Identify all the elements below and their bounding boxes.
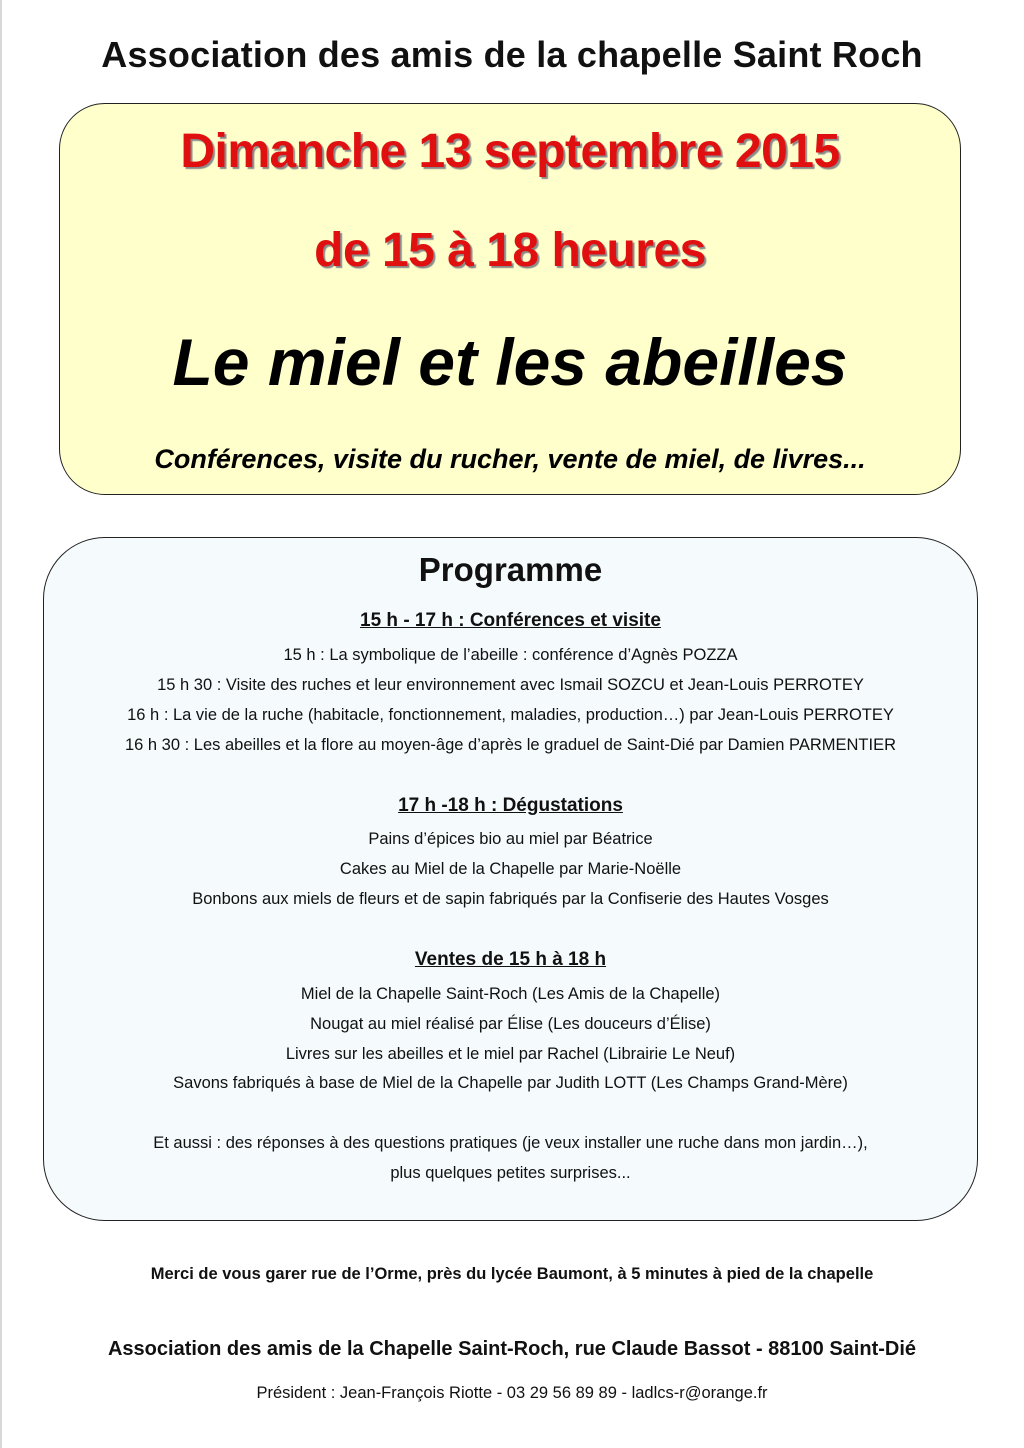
section-heading-ventes: Ventes de 15 h à 18 h [414,949,607,970]
program-item: Miel de la Chapelle Saint-Roch (Les Amis de la Chapelle) [300,985,721,1003]
page-edge [0,0,2,1448]
program-box [43,537,978,1221]
program-item: Savons fabriqués à base de Miel de la Chapelle par Judith LOTT (Les Champs Grand-Mère) [173,1074,848,1092]
organization-title: Association des amis de la chapelle Saint Roch [101,34,923,75]
president-contact: Président : Jean-François Riotte - 03 29 56 89 89 - ladlcs-r@orange.fr [256,1384,768,1402]
parking-note: Merci de vous garer rue de l’Orme, près du lycée Baumont, à 5 minutes à pied de la chapelle [150,1265,874,1283]
program-item: Livres sur les abeilles et le miel par Rachel (Librairie Le Neuf) [285,1045,736,1063]
program-item: 15 h : La symbolique de l’abeille : conférence d’Agnès POZZA [283,646,738,664]
event-activities: Conférences, visite du rucher, vente de miel, de livres... [154,444,866,474]
program-title: Programme [418,551,603,588]
program-item: Pains d’épices bio au miel par Béatrice [368,830,653,848]
event-theme: Le miel et les abeilles [172,325,848,399]
section-heading-degustations: 17 h -18 h : Dégustations [398,795,623,816]
program-item: Nougat au miel réalisé par Élise (Les douceurs d’Élise) [310,1015,711,1033]
program-item: Bonbons aux miels de fleurs et de sapin fabriqués par la Confiserie des Hautes Vosges [192,890,829,908]
event-info-box [59,103,961,495]
section-heading-conferences: 15 h - 17 h : Conférences et visite [360,610,661,631]
program-item: Cakes au Miel de la Chapelle par Marie-Noëlle [339,860,682,878]
association-address: Association des amis de la Chapelle Saint-Roch, rue Claude Bassot - 88100 Saint-Dié [107,1338,917,1360]
program-extra: Et aussi : des réponses à des questions pratiques (je veux installer une ruche dans mon jardin…), [153,1134,868,1152]
program-item: 16 h : La vie de la ruche (habitacle, fonctionnement, maladies, production…) par Jean-Louis PERROTEY [127,706,894,724]
event-hours: de 15 à 18 heures [314,224,706,277]
program-item: 16 h 30 : Les abeilles et la flore au moyen-âge d’après le graduel de Saint-Dié par Damien PARMENTIER [124,736,896,754]
program-extra: plus quelques petites surprises... [390,1164,631,1182]
event-date: Dimanche 13 septembre 2015 [180,125,840,178]
program-item: 15 h 30 : Visite des ruches et leur environnement avec Ismail SOZCU et Jean-Louis PERROTEY [157,676,864,694]
